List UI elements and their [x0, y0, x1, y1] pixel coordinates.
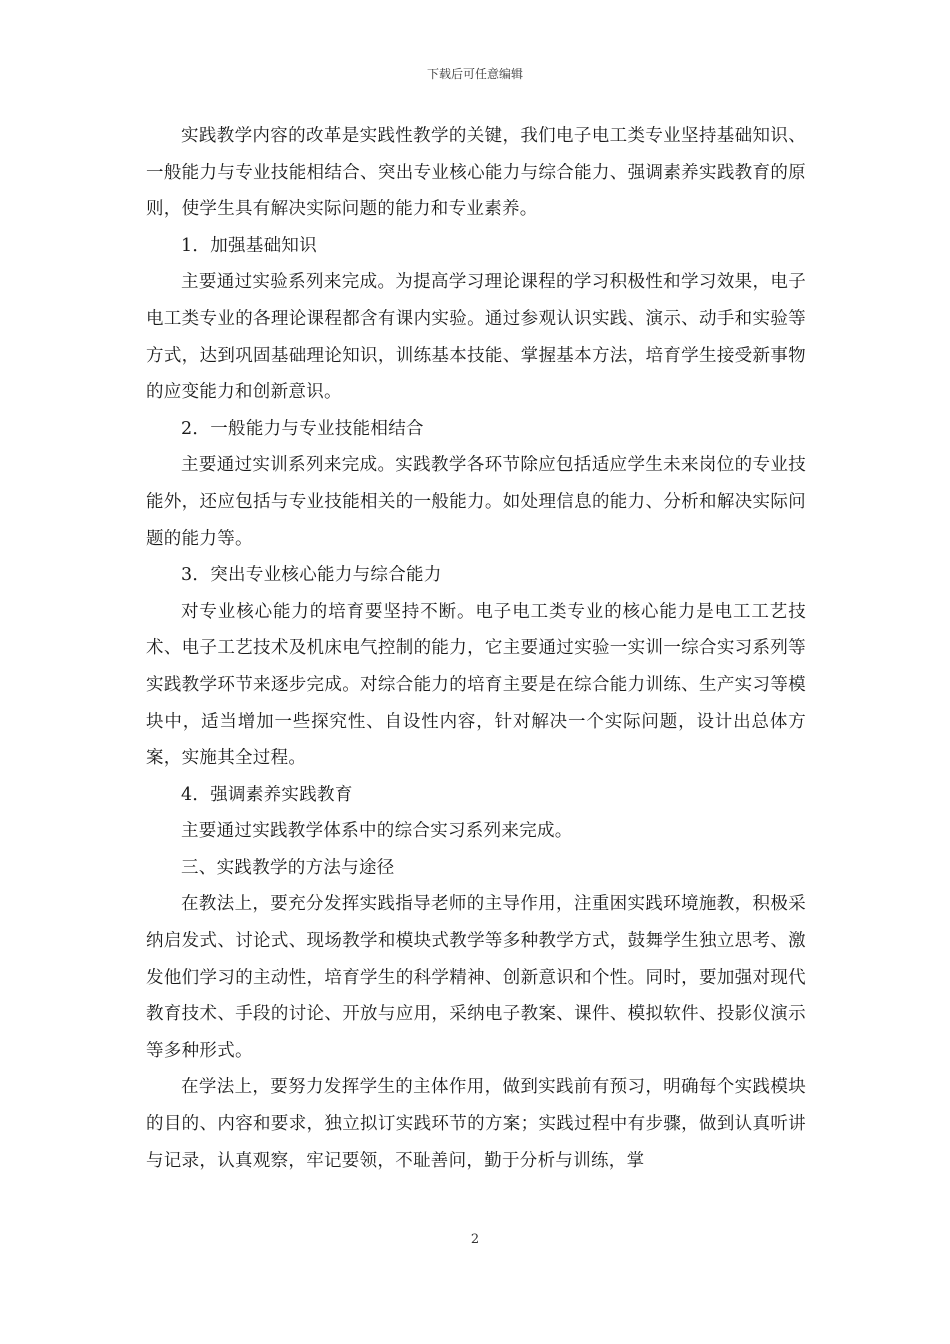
paragraph-2: 主要通过实训系列来完成。实践教学各环节除应包括适应学生未来岗位的专业技能外，还应包括与专业技能相关的一般能力。如处理信息的能力、分析和解决实际问题的能力等。 — [146, 455, 806, 549]
document-body — [146, 118, 806, 1179]
section-heading-3: 3．突出专业核心能力与综合能力 — [181, 565, 442, 586]
section-heading-4: 4．强调素养实践教育 — [181, 784, 353, 805]
page-header: 下载后可任意编辑 — [426, 67, 523, 81]
paragraph-1: 主要通过实验系列来完成。为提高学习理论课程的学习积极性和学习效果，电子电工类专业的各理论课程都含有课内实验。通过参观认识实践、演示、动手和实验等方式，达到巩固基础理论知识，训练基本技能、掌握基本方法，培育学生接受新事物的应变能力和创新意识。 — [146, 272, 806, 403]
page-number: 2 — [470, 1232, 480, 1247]
paragraph-intro: 实践教学内容的改革是实践性教学的关键，我们电子电工类专业坚持基础知识、一般能力与专业技能相结合、突出专业核心能力与综合能力、强调素养实践教育的原则，使学生具有解决实际问题的能力和专业素养。 — [146, 126, 806, 220]
paragraph-learning-methods: 在学法上，要努力发挥学生的主体作用，做到实践前有预习，明确每个实践模块的目的、内容和要求，独立拟订实践环节的方案；实践过程中有步骤，做到认真听讲与记录，认真观察，牢记要领，不耻善问，勤于分析与训练，掌 — [146, 1077, 806, 1171]
paragraph-4: 主要通过实践教学体系中的综合实习系列来完成。 — [181, 821, 573, 842]
section-heading-2: 2．一般能力与专业技能相结合 — [181, 418, 424, 439]
paragraph-3: 对专业核心能力的培育要坚持不断。电子电工类专业的核心能力是电工工艺技术、电子工艺技术及机床电气控制的能力，它主要通过实验一实训一综合实习系列等实践教学环节来逐步完成。对综合能力的培育主要是在综合能力训练、生产实习等模块中，适当增加一些探究性、自设性内容，针对解决一个实际问题，设计出总体方案，实施其全过程。 — [146, 601, 806, 769]
paragraph-teaching-methods: 在教法上，要充分发挥实践指导老师的主导作用，注重困实践环境施教，积极采纳启发式、讨论式、现场教学和模块式教学等多种教学方式，鼓舞学生独立思考、激发他们学习的主动性，培育学生的科学精神、创新意识和个性。同时，要加强对现代教育技术、手段的讨论、开放与应用，采纳电子教案、课件、模拟软件、投影仪演示等多种形式。 — [146, 894, 806, 1061]
section-heading-1: 1．加强基础知识 — [181, 235, 318, 256]
chapter-heading-3: 三、实践教学的方法与途径 — [181, 857, 395, 878]
